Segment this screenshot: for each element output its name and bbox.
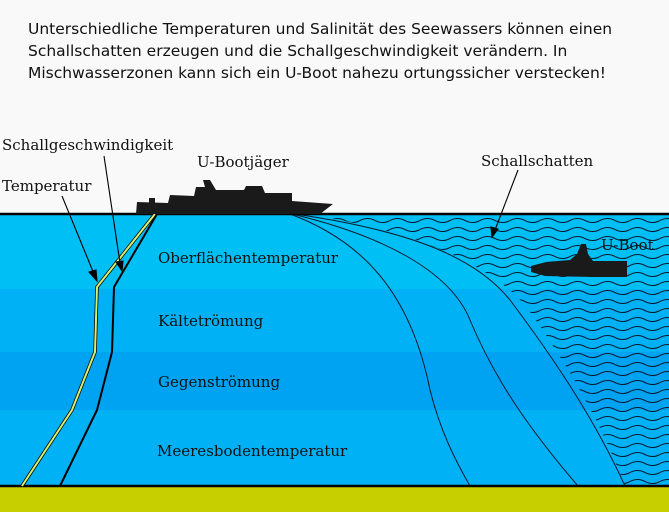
layer-label: Meeresbodentemperatur (157, 442, 348, 460)
sound-speed-label: Schallgeschwindigkeit (2, 136, 174, 154)
sub-hunter-icon (136, 180, 333, 214)
sub-hunter-label: U-Bootjäger (197, 153, 289, 171)
submarine-label: U-Boot (601, 236, 654, 254)
temperature-label: Temperatur (2, 177, 92, 195)
layer-label: Kältetrömung (158, 312, 264, 330)
seafloor (0, 486, 669, 512)
layer-label: Oberflächentemperatur (158, 249, 339, 267)
sound-shadow-label: Schallschatten (481, 152, 594, 170)
layer-label: Gegenströmung (158, 373, 281, 391)
caption-text: Unterschiedliche Temperaturen und Salinität des Seewassers können einen Schallschatten erzeugen und die Schallgeschwindigkeit verändern. In Mischwasserzonen kann sich ein U-Boot nahezu ortungssicher verstecken! (28, 20, 613, 82)
